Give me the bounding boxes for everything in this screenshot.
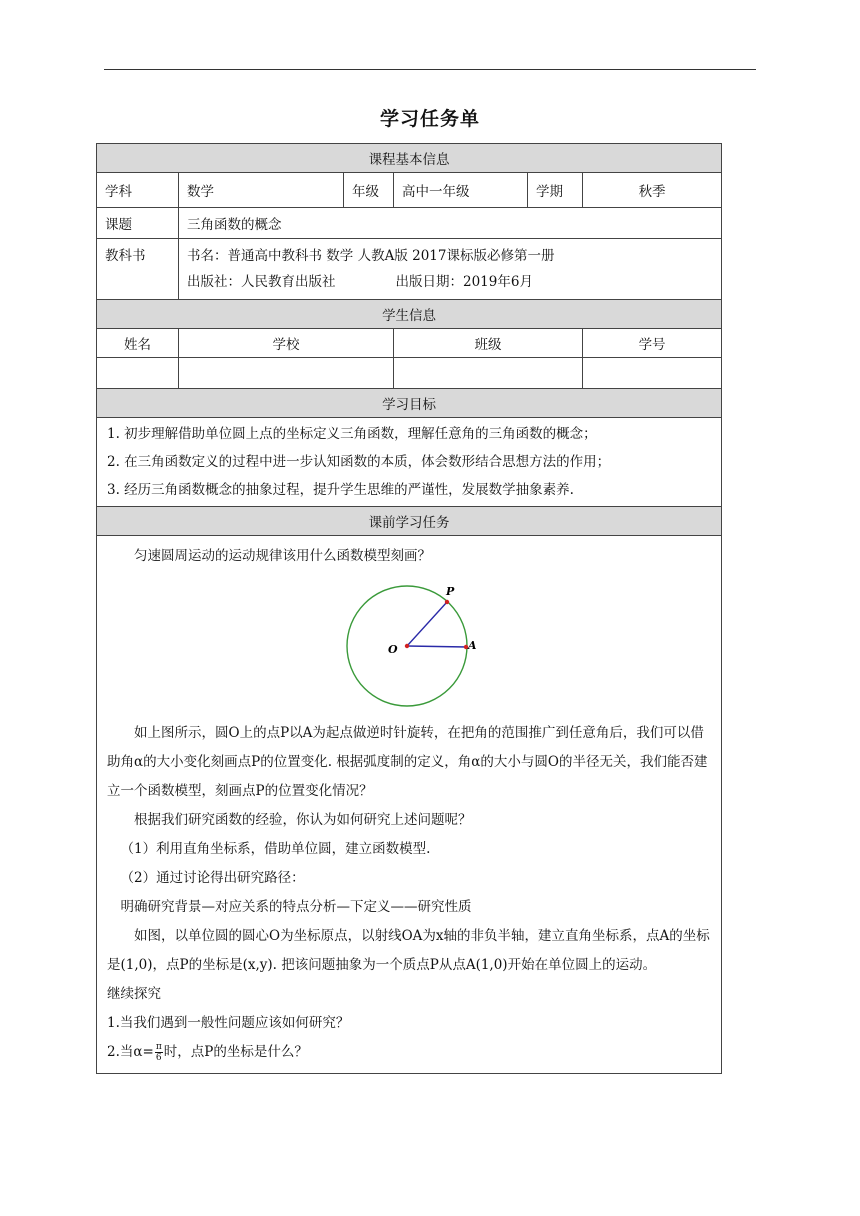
page-title: 学习任务单 [379,108,480,130]
textbook-row [97,239,722,300]
goals-row [97,418,722,507]
fraction-denominator: 6 [155,1053,162,1063]
term-label: 学期 [528,173,583,208]
goals-header-row [97,389,722,418]
student-labels-row [97,329,722,358]
goal-item: 1. 初步理解借助单位圆上点的坐标定义三角函数，理解任意角的三角函数的概念； [107,426,597,442]
paragraph-3: 如图，以单位圆的圆心O为坐标原点，以射线OA为x轴的非负半轴，建立直角坐标系，点A的坐标是(1,0)，点P的坐标是(x,y). 把该问题抽象为一个质点P从点A(1,0)开始在单位圆上的运动。 [107,928,710,973]
paragraph-2: 根据我们研究函数的经验，你认为如何研究上述问题呢？ [134,812,472,828]
textbook-details [179,239,722,300]
grade-label: 年级 [344,173,394,208]
step-2: （2）通过讨论得出研究路径： [120,870,305,886]
term-value: 秋季 [583,173,722,208]
intro-question: 匀速圆周运动的运动规律该用什么函数模型刻画？ [134,548,431,564]
paragraph-1: 如上图所示，圆O上的点P以A为起点做逆时针旋转，在把角的范围推广到任意角后，我们可以借助角α的大小变化刻画点P的位置变化. 根据弧度制的定义，角α的大小与圆O的半径无关，我们能否建立一个函数模型，刻画点P的位置变化情况？ [107,725,708,799]
task-sheet-table [96,143,722,1074]
goals-list [97,418,722,507]
unit-circle-figure [107,579,711,713]
radius-oa [407,646,467,647]
step-1: （1）利用直角坐标系，借助单位圆，建立函数模型. [120,841,431,857]
name-cell[interactable] [97,358,179,389]
research-path: 明确研究背景—对应关系的特点分析—下定义——研究性质 [120,899,472,915]
class-label: 班级 [394,329,583,358]
point-o [405,644,409,648]
goals-header: 学习目标 [97,389,722,418]
student-id-label: 学号 [583,329,722,358]
grade-value: 高中一年级 [394,173,528,208]
goal-item: 3. 经历三角函数概念的抽象过程，提升学生思维的严谨性，发展数学抽象素养. [107,482,574,498]
label-p: P [446,585,455,598]
pre-tasks-content [97,536,722,1074]
fraction-numerator: π [155,1042,162,1052]
question-2-suffix: 时，点P的坐标是什么？ [163,1044,308,1060]
publisher: 出版社：人民教育出版社 [187,274,336,290]
pre-tasks-header-row [97,507,722,536]
student-info-header-row [97,300,722,329]
school-cell[interactable] [179,358,394,389]
course-info-header: 课程基本信息 [97,144,722,173]
pre-tasks-row [97,536,722,1074]
radius-op [407,602,447,646]
course-info-header-row [97,144,722,173]
question-1: 1.当我们遇到一般性问题应该如何研究？ [107,1015,350,1031]
book-name: 书名：普通高中教科书 数学 人教A版 2017课标版必修第一册 [187,248,555,264]
student-values-row [97,358,722,389]
point-p [445,600,449,604]
continue-heading: 继续探究 [107,986,161,1002]
student-info-header: 学生信息 [97,300,722,329]
unit-circle-diagram [339,579,479,713]
label-o: O [388,643,398,656]
goal-item: 2. 在三角函数定义的过程中进一步认知函数的本质，体会数形结合思想方法的作用； [107,454,611,470]
subject-value: 数学 [179,173,344,208]
school-label: 学校 [179,329,394,358]
question-2-prefix: 2.当α= [107,1044,154,1060]
class-cell[interactable] [394,358,583,389]
student-id-cell[interactable] [583,358,722,389]
subject-row [97,173,722,208]
pi-over-6-fraction [155,1042,163,1063]
subject-label: 学科 [97,173,179,208]
pre-tasks-header: 课前学习任务 [97,507,722,536]
textbook-label: 教科书 [97,239,179,300]
publication-date: 出版日期：2019年6月 [395,274,533,290]
topic-label: 课题 [97,208,179,239]
topic-value: 三角函数的概念 [179,208,722,239]
name-label: 姓名 [97,329,179,358]
question-2 [107,1038,711,1067]
topic-row [97,208,722,239]
header-rule [104,69,756,70]
label-a: A [468,639,477,652]
